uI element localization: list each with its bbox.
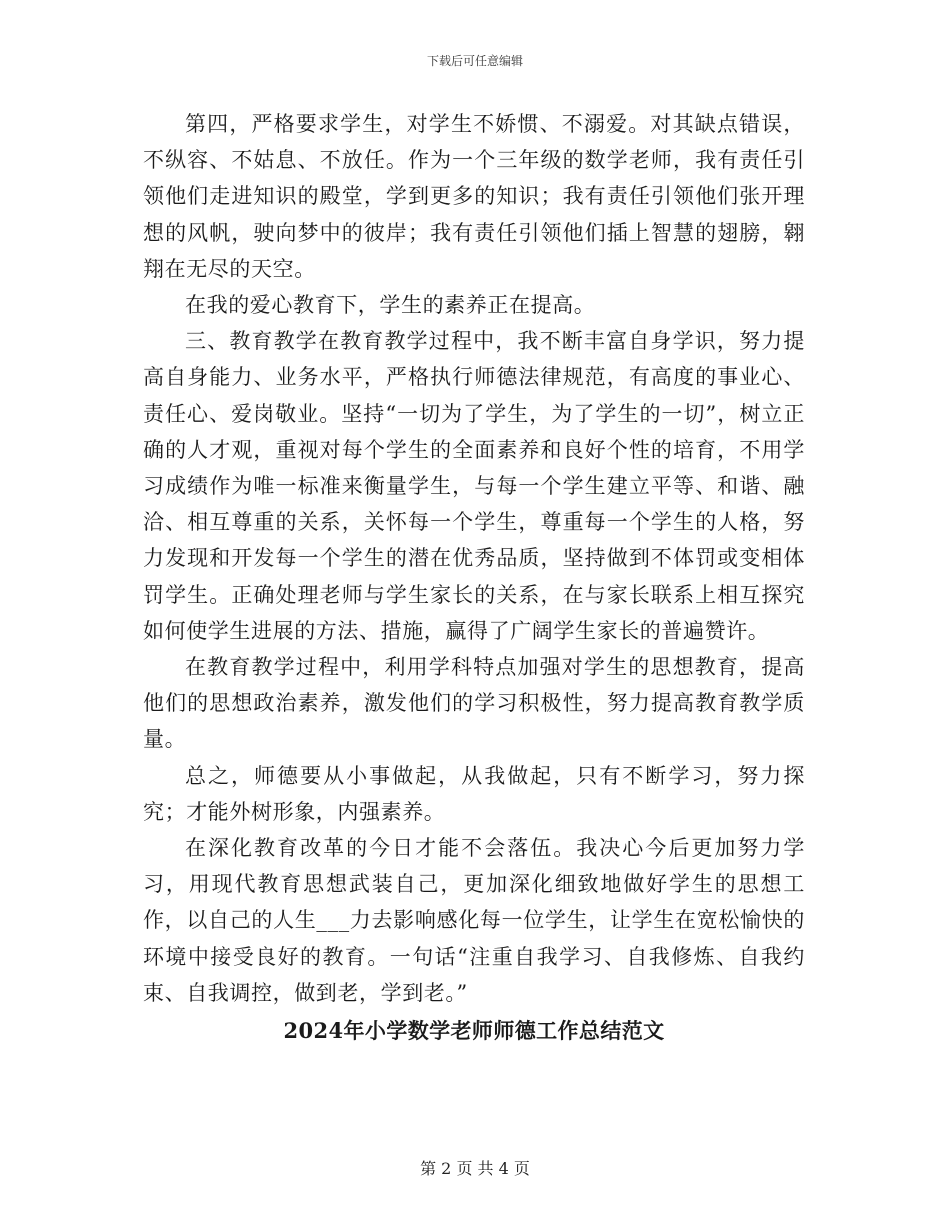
paragraph-6: 在深化教育改革的今日才能不会落伍。我决心今后更加努力学习，用现代教育思想武装自己，更加深化细致地做好学生的思想工作，以自己的人生___力去影响感化每一位学生，让学生在宽松愉快的环境中接受良好的教育。一句话“注重自我学习、自我修炼、自我约束、自我调控，做到老，学到老。” [143, 836, 805, 1005]
paragraph-4: 在教育教学过程中，利用学科特点加强对学生的思想教育，提高他们的思想政治素养，激发他们的学习积极性，努力提高教育教学质量。 [143, 655, 805, 752]
paragraph-5: 总之，师德要从小事做起，从我做起，只有不断学习，努力探究；才能外树形象，内强素养。 [143, 763, 805, 824]
document-body [143, 106, 805, 1049]
paragraph-2: 在我的爱心教育下，学生的素养正在提高。 [185, 293, 596, 318]
section-title: 2024年小学数学老师师德工作总结范文 [283, 1018, 665, 1044]
paragraph-3: 三、教育教学在教育教学过程中，我不断丰富自身学识，努力提高自身能力、业务水平，严格执行师德法律规范，有高度的事业心、责任心、爱岗敬业。坚持“一切为了学生，为了学生的一切”，树立正确的人才观，重视对每个学生的全面素养和良好个性的培育，不用学习成绩作为唯一标准来衡量学生，与每一个学生建立平等、和谐、融洽、相互尊重的关系，关怀每一个学生，尊重每一个学生的人格，努力发现和开发每一个学生的潜在优秀品质，坚持做到不体罚或变相体罚学生。正确处理老师与学生家长的关系，在与家长联系上相互探究如何使学生进展的方法、措施，赢得了广阔学生家长的普遍赞许。 [143, 329, 805, 643]
paragraph-1: 第四，严格要求学生，对学生不娇惯、不溺爱。对其缺点错误，不纵容、不姑息、不放任。作为一个三年级的数学老师，我有责任引领他们走进知识的殿堂，学到更多的知识；我有责任引领他们张开理想的风帆，驶向梦中的彼岸；我有责任引领他们插上智慧的翅膀，翱翔在无尽的天空。 [143, 112, 805, 281]
page-number: 第 2 页 共 4 页 [420, 1159, 530, 1178]
header-note: 下载后可任意编辑 [426, 54, 523, 68]
